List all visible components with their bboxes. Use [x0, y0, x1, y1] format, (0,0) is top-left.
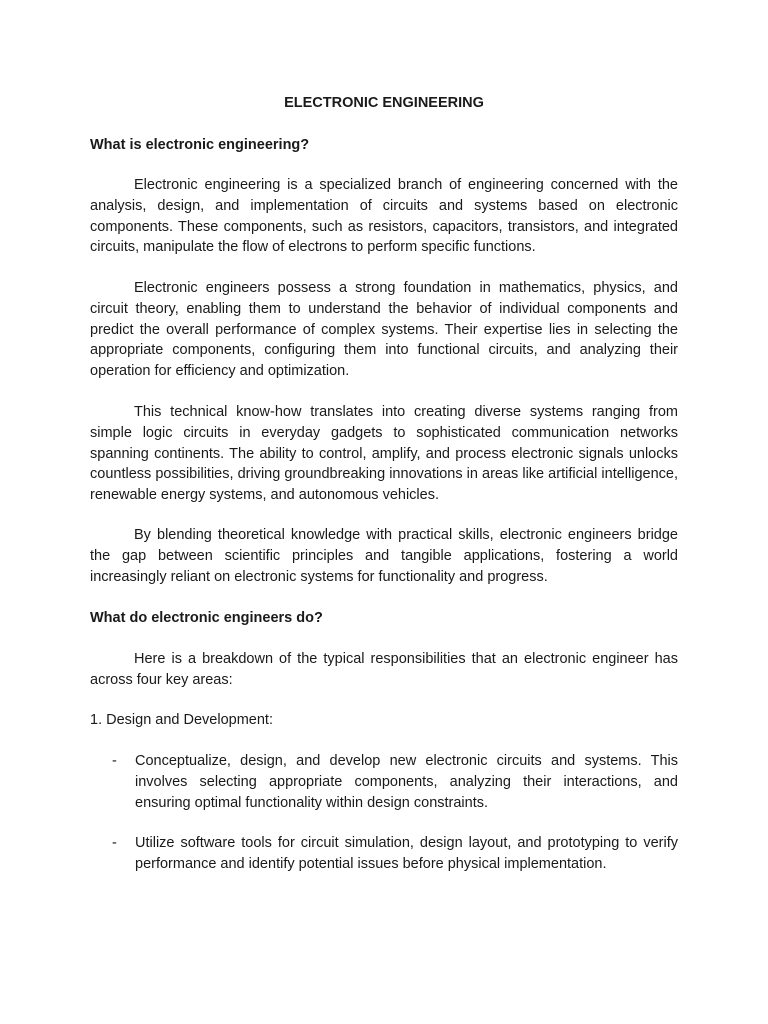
section-heading-what-do: What do electronic engineers do?: [90, 610, 323, 626]
paragraph-definition: Electronic engineering is a specialized branch of engineering concerned with the analysis, design, and implementation of circuits and systems based on electronic components. These components, such as resistors, capacitors, transistors, and integrated circuits, manipulate the flow of electrons to perform specific functions.: [90, 177, 678, 256]
document-title: ELECTRONIC ENGINEERING: [284, 95, 484, 111]
paragraph-know-how: This technical know-how translates into creating diverse systems ranging from simple logic circuits in everyday gadgets to sophisticated communication networks spanning continents. The ability to control, amplify, and process electronic signals unlocks countless possibilities, driving groundbreaking innovations in areas like artificial intelligence, renewable energy systems, and autonomous vehicles.: [90, 404, 678, 504]
document-page: [90, 0, 678, 1024]
section-heading-what-is: What is electronic engineering?: [90, 137, 310, 153]
bullet-text-software-tools: Utilize software tools for circuit simulation, design layout, and prototyping to verify performance and identify potential issues before physical implementation.: [135, 835, 678, 872]
list-heading-design-development: 1. Design and Development:: [90, 712, 273, 728]
paragraph-breakdown-intro: Here is a breakdown of the typical responsibilities that an electronic engineer has across four key areas:: [90, 651, 678, 688]
bullet-dash: -: [112, 835, 117, 851]
paragraph-foundation: Electronic engineers possess a strong foundation in mathematics, physics, and circuit theory, enabling them to understand the behavior of individual components and predict the overall performance of complex systems. Their expertise lies in selecting the appropriate components, configuring them into functional circuits, and analyzing their operation for efficiency and optimization.: [90, 280, 678, 380]
paragraph-blending: By blending theoretical knowledge with practical skills, electronic engineers bridge the gap between scientific principles and tangible applications, fostering a world increasingly reliant on electronic systems for functionality and progress.: [90, 527, 678, 585]
bullet-text-conceptualize: Conceptualize, design, and develop new electronic circuits and systems. This involves selecting appropriate components, analyzing their interactions, and ensuring optimal functionality within design constraints.: [135, 753, 678, 811]
bullet-dash: -: [112, 753, 117, 769]
